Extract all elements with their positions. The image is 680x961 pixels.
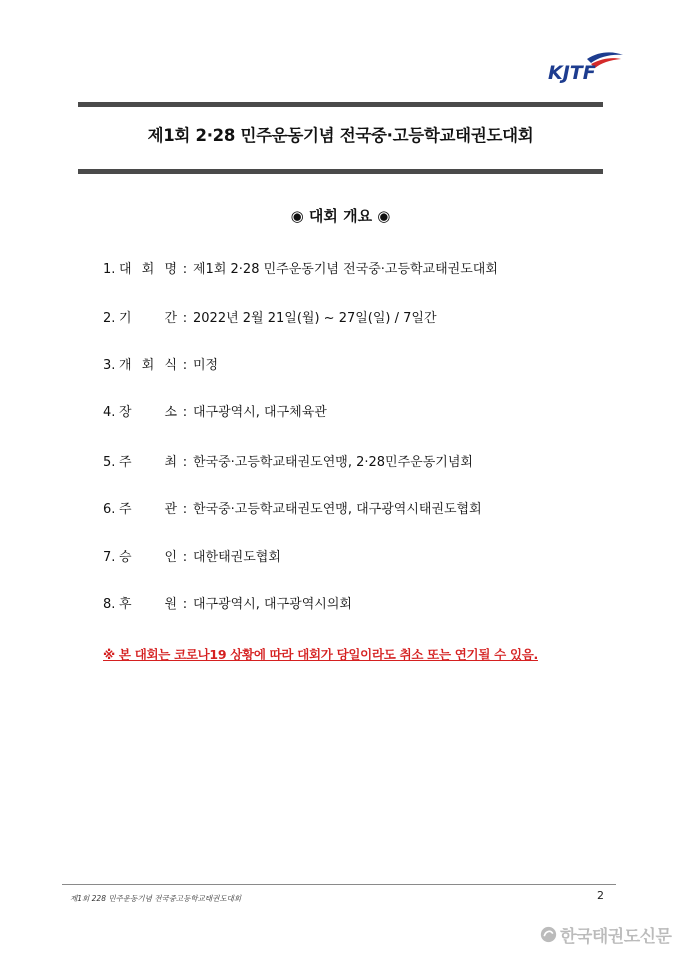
- footer-text: 제1회 228 민주운동기념 전국중고등학교태권도대회: [70, 894, 242, 903]
- item-value: 한국중·고등학교태권도연맹, 대구광역시태권도협회: [193, 502, 482, 517]
- item-label: 대 회 명: [119, 262, 177, 277]
- title-top-rule: [78, 102, 603, 107]
- item-organizer: 6. 주 관 : 한국중·고등학교태권도연맹, 대구광역시태권도협회: [103, 500, 482, 520]
- title-bottom-rule: [78, 169, 603, 174]
- logo-letters: KJTF: [548, 62, 596, 83]
- watermark-emblem-icon: [540, 926, 557, 943]
- kjtf-logo: [547, 49, 625, 83]
- item-opening-ceremony: 3. 개 회 식 : 미정: [103, 356, 218, 376]
- item-value: 대구광역시, 대구광역시의회: [193, 597, 352, 612]
- item-value: 대한태권도협회: [193, 550, 281, 565]
- item-value: 한국중·고등학교태권도연맹, 2·28민주운동기념회: [193, 455, 473, 470]
- item-label: 장 소: [119, 405, 177, 420]
- item-label: 후 원: [119, 597, 177, 612]
- document-title: 제1회 2·28 민주운동기념 전국중·고등학교태권도대회: [147, 126, 534, 145]
- item-period: 2. 기 간 : 2022년 2월 21일(월) ~ 27일(일) / 7일간: [103, 309, 437, 329]
- section-heading: ◉ 대회 개요 ◉: [290, 207, 391, 225]
- covid-notice: ※ 본 대회는 코로나19 상황에 따라 대회가 당일이라도 취소 또는 연기될 수 있음.: [103, 647, 538, 662]
- item-event-name: 1. 대 회 명 : 제1회 2·28 민주운동기념 전국중·고등학교태권도대회: [103, 260, 498, 280]
- item-label: 주 최: [119, 455, 177, 470]
- page-number: 2: [597, 889, 604, 902]
- item-label: 주 관: [119, 502, 177, 517]
- item-value: 대구광역시, 대구체육관: [193, 405, 327, 420]
- item-value: 제1회 2·28 민주운동기념 전국중·고등학교태권도대회: [193, 262, 498, 277]
- item-label: 기 간: [119, 311, 177, 326]
- item-approval: 7. 승 인 : 대한태권도협회: [103, 548, 281, 568]
- item-value: 미정: [193, 358, 219, 373]
- item-label: 개 회 식: [119, 358, 177, 373]
- item-host: 5. 주 최 : 한국중·고등학교태권도연맹, 2·28민주운동기념회: [103, 453, 473, 473]
- newspaper-watermark: 한국태권도신문: [540, 922, 671, 947]
- item-venue: 4. 장 소 : 대구광역시, 대구체육관: [103, 403, 327, 423]
- item-sponsor: 8. 후 원 : 대구광역시, 대구광역시의회: [103, 595, 352, 615]
- footer-rule: [62, 884, 616, 885]
- item-value: 2022년 2월 21일(월) ~ 27일(일) / 7일간: [193, 311, 437, 326]
- item-label: 승 인: [119, 550, 177, 565]
